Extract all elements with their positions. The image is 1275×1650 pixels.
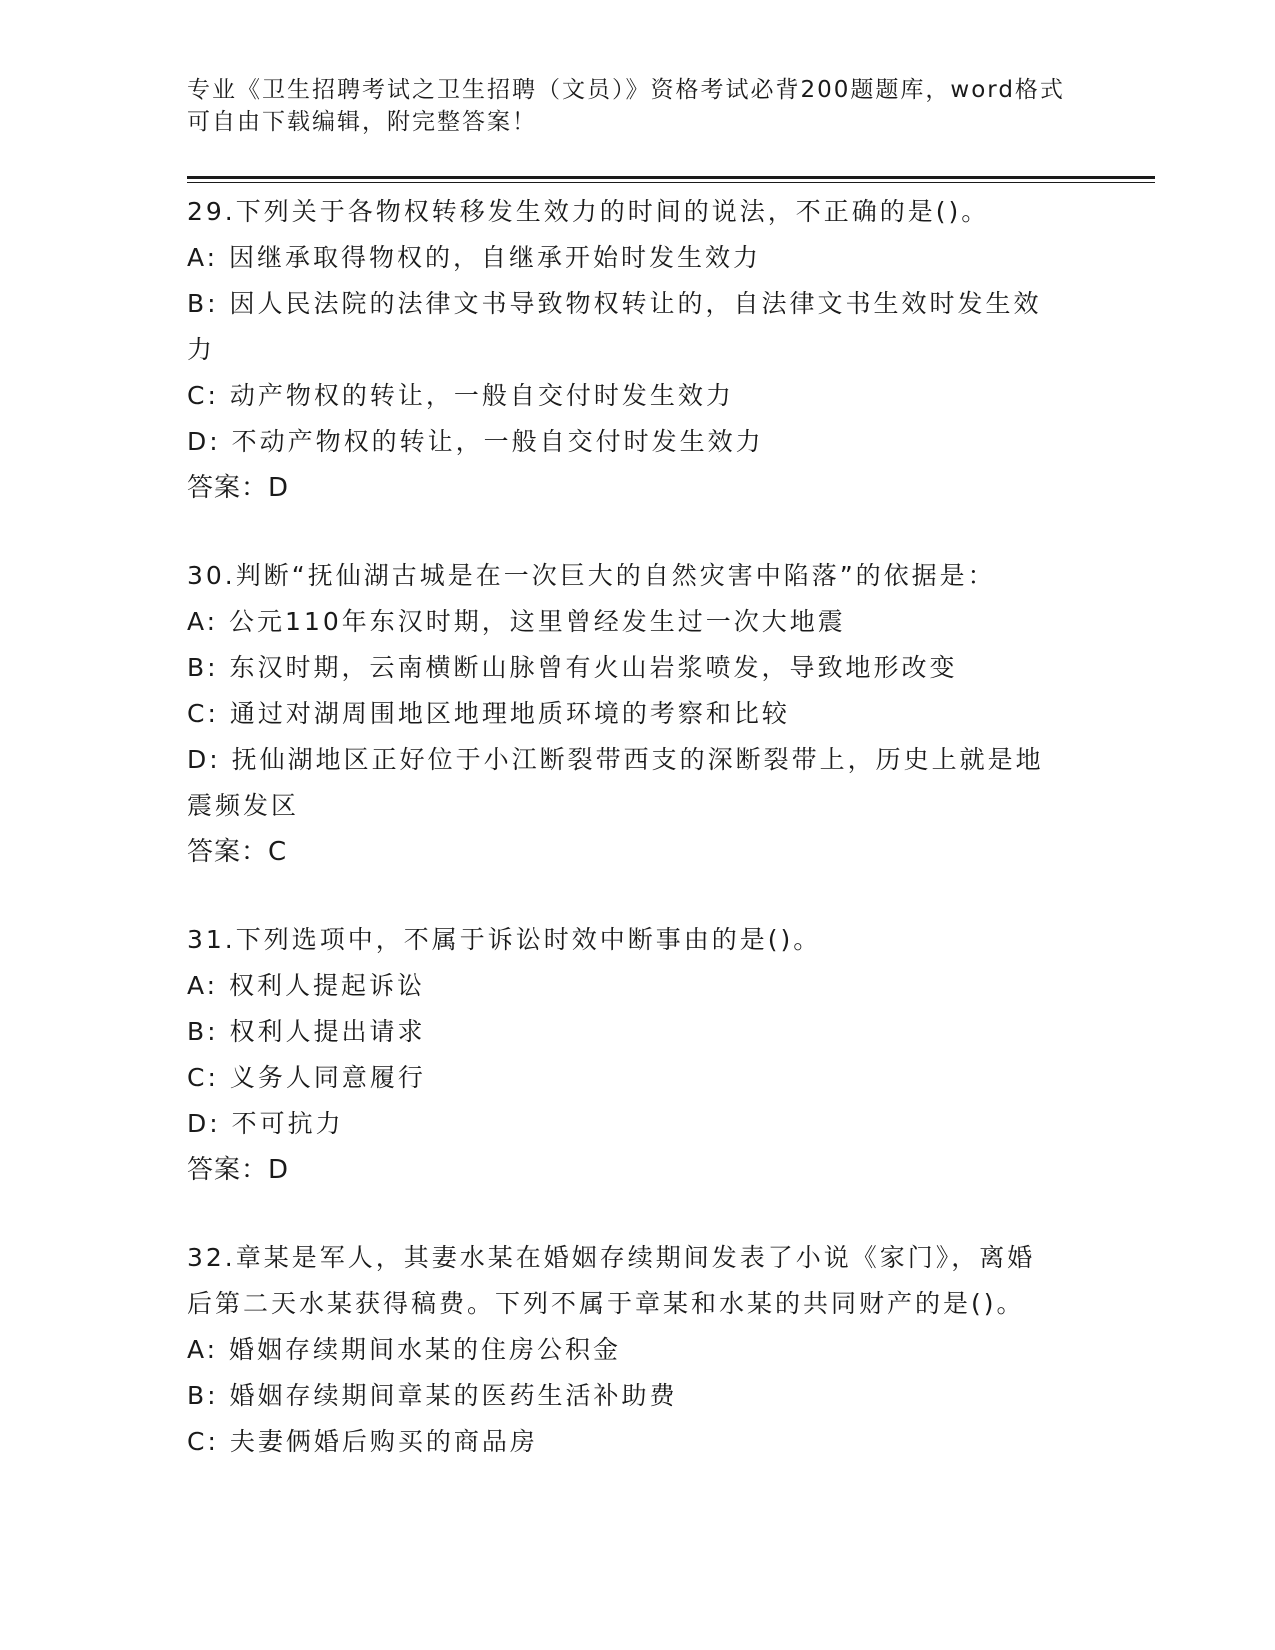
question-stem: 30.判断“抚仙湖古城是在一次巨大的自然灾害中陷落”的依据是：	[187, 561, 996, 590]
answer-key: 答案：D	[187, 1155, 290, 1185]
header-line-2: 可自由下载编辑，附完整答案！	[187, 109, 537, 135]
answer-option: C: 通过对湖周围地区地理地质环境的考察和比较	[187, 699, 790, 728]
answer-option: D: 不动产物权的转让，一般自交付时发生效力	[187, 427, 764, 456]
answer-option: B: 东汉时期，云南横断山脉曾有火山岩浆喷发，导致地形改变	[187, 653, 958, 682]
document-header	[187, 74, 1087, 138]
question-block	[187, 553, 1087, 875]
question-stem: 后第二天水某获得稿费。下列不属于章某和水某的共同财产的是()。	[187, 1289, 1025, 1318]
answer-option: D: 不可抗力	[187, 1109, 344, 1138]
question-list	[187, 189, 1087, 1507]
answer-option: B: 因人民法院的法律文书导致物权转让的，自法律文书生效时发生效	[187, 289, 1042, 318]
answer-option: A: 公元110年东汉时期，这里曾经发生过一次大地震	[187, 607, 846, 636]
answer-option: A: 因继承取得物权的，自继承开始时发生效力	[187, 243, 762, 272]
answer-option: B: 权利人提出请求	[187, 1017, 426, 1046]
answer-option: D: 抚仙湖地区正好位于小江断裂带西支的深断裂带上，历史上就是地	[187, 745, 1044, 774]
answer-option: B: 婚姻存续期间章某的医药生活补助费	[187, 1381, 678, 1410]
answer-option: C: 动产物权的转让，一般自交付时发生效力	[187, 381, 734, 410]
question-stem: 29.下列关于各物权转移发生效力的时间的说法，不正确的是()。	[187, 197, 990, 226]
header-divider-thin	[187, 182, 1155, 183]
answer-option: 力	[187, 335, 216, 364]
answer-key: 答案：C	[187, 837, 288, 867]
question-block	[187, 917, 1087, 1193]
question-stem: 32.章某是军人，其妻水某在婚姻存续期间发表了小说《家门》，离婚	[187, 1243, 1036, 1272]
header-divider	[187, 176, 1155, 179]
answer-option: A: 婚姻存续期间水某的住房公积金	[187, 1335, 622, 1364]
header-line-1: 专业《卫生招聘考试之卫生招聘（文员）》资格考试必背200题题库，word格式	[187, 77, 1065, 103]
answer-option: C: 夫妻俩婚后购买的商品房	[187, 1427, 538, 1456]
answer-option: C: 义务人同意履行	[187, 1063, 426, 1092]
answer-key: 答案：D	[187, 473, 290, 503]
question-stem: 31.下列选项中，不属于诉讼时效中断事由的是()。	[187, 925, 822, 954]
question-block	[187, 1235, 1087, 1465]
question-block	[187, 189, 1087, 511]
answer-option: 震频发区	[187, 791, 300, 820]
answer-option: A: 权利人提起诉讼	[187, 971, 426, 1000]
